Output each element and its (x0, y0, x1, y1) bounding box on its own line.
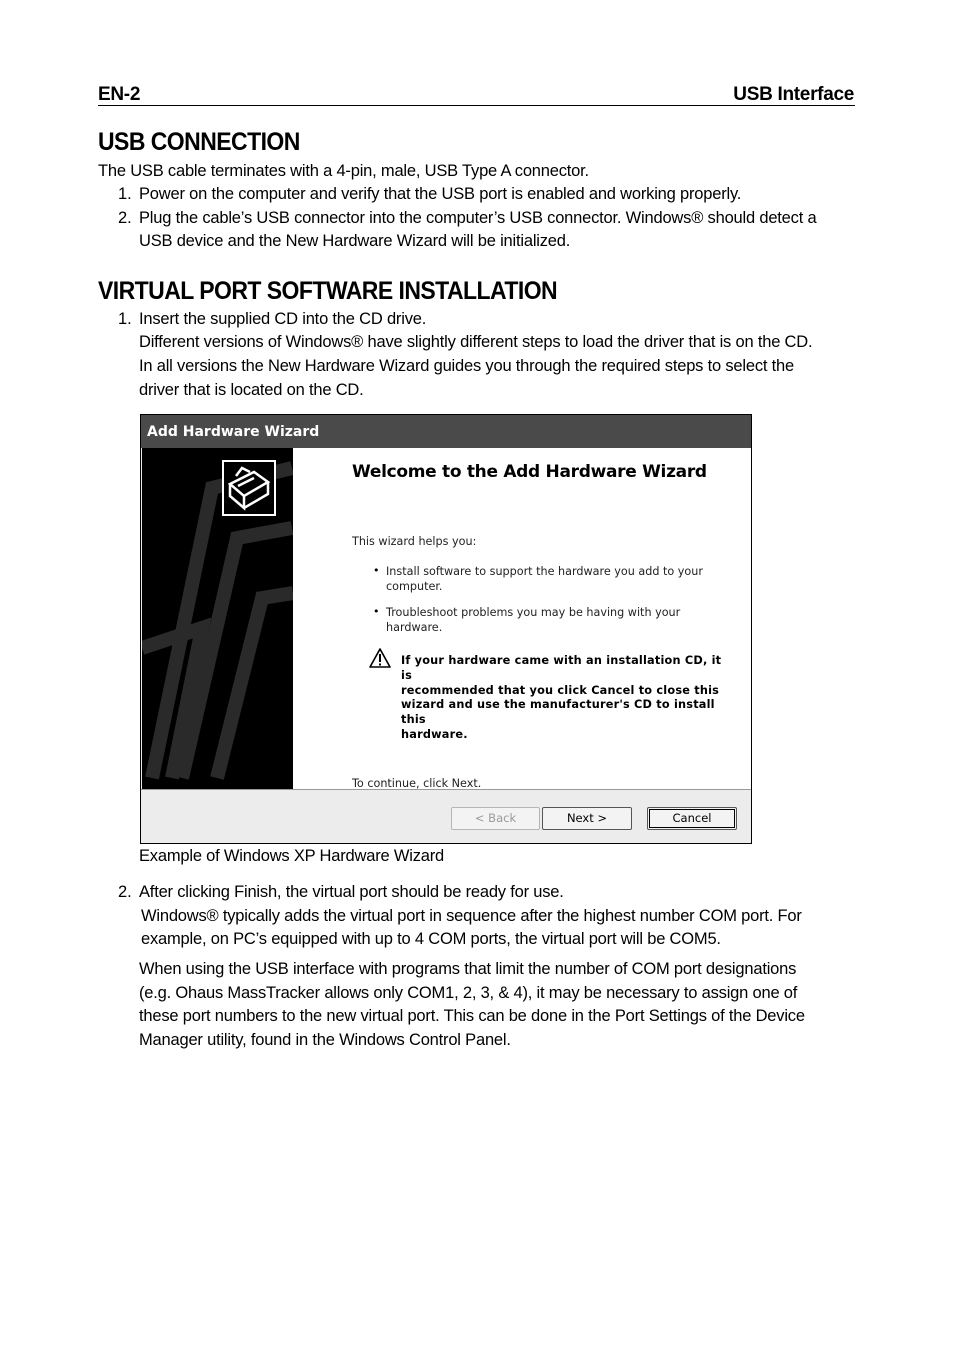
hardware-icon (222, 460, 276, 516)
vp-step-1-text: Insert the supplied CD into the CD drive. (139, 310, 427, 328)
wizard-bullet-1-cont: computer. (386, 580, 443, 593)
next-button[interactable]: Next > (542, 807, 632, 830)
usb-connection-heading: USB CONNECTION (98, 128, 300, 156)
com-port-paragraph: Manager utility, found in the Windows Control Panel. (139, 1031, 511, 1049)
wizard-title-bar: Add Hardware Wizard (141, 415, 751, 448)
warning-icon (369, 648, 391, 668)
com-port-paragraph: these port numbers to the new virtual port. This can be done in the Port Settings of the Device (139, 1007, 805, 1025)
usb-step-2-text-cont: USB device and the New Hardware Wizard will be initialized. (139, 232, 571, 250)
vp-step-1-text: driver that is located on the CD. (139, 381, 364, 399)
com-port-paragraph: When using the USB interface with programs that limit the number of COM port designations (139, 960, 797, 978)
figure-caption: Example of Windows XP Hardware Wizard (139, 847, 444, 865)
add-hardware-wizard-window (140, 414, 752, 844)
step-number: 1. (118, 185, 132, 203)
header-section-title: USB Interface (733, 84, 854, 105)
header-rule (98, 105, 855, 106)
com-port-paragraph: (e.g. Ohaus MassTracker allows only COM1, 2, 3, & 4), it may be necessary to assign one of (139, 984, 798, 1002)
wizard-content (293, 448, 751, 789)
virtual-port-heading: VIRTUAL PORT SOFTWARE INSTALLATION (98, 277, 558, 305)
usb-step-2-text: Plug the cable’s USB connector into the computer’s USB connector. Windows® should detect a (139, 209, 817, 227)
page-number: EN-2 (98, 84, 141, 105)
wizard-bullet-2: Troubleshoot problems you may be having with your (386, 606, 681, 619)
wizard-welcome-title: Welcome to the Add Hardware Wizard (352, 462, 707, 482)
vp-step-2-text: example, on PC’s equipped with up to 4 COM ports, the virtual port will be COM5. (141, 930, 721, 948)
wizard-continue-text: To continue, click Next. (352, 777, 482, 789)
wizard-separator (141, 789, 751, 790)
vp-step-2-text: After clicking Finish, the virtual port should be ready for use. (139, 883, 564, 901)
bullet-dot: • (373, 605, 380, 618)
step-number: 2. (118, 209, 132, 227)
vp-step-1-text: In all versions the New Hardware Wizard guides you through the required steps to select the (139, 357, 794, 375)
wizard-helps-text: This wizard helps you: (352, 535, 477, 548)
wizard-side-banner (142, 448, 293, 789)
wizard-warning-text: If your hardware came with an installation CD, it is recommended that you click Cancel to close this wizard and use the manufacturer's CD to install this hardware. (401, 654, 722, 741)
bullet-dot: • (373, 564, 380, 577)
step-number: 1. (118, 310, 132, 328)
cancel-button[interactable]: Cancel (647, 807, 737, 830)
back-button[interactable]: < Back (451, 807, 540, 830)
wizard-bullet-2-cont: hardware. (386, 621, 443, 634)
vp-step-1-text: Different versions of Windows® have slightly different steps to load the driver that is on the CD. (139, 333, 813, 351)
usb-connection-intro: The USB cable terminates with a 4-pin, male, USB Type A connector. (98, 162, 589, 180)
step-number: 2. (118, 883, 132, 901)
vp-step-2-text: Windows® typically adds the virtual port in sequence after the highest number COM port. For (141, 907, 802, 925)
usb-step-1-text: Power on the computer and verify that the USB port is enabled and working properly. (139, 185, 742, 203)
wizard-bullet-1: Install software to support the hardware you add to your (386, 565, 703, 578)
